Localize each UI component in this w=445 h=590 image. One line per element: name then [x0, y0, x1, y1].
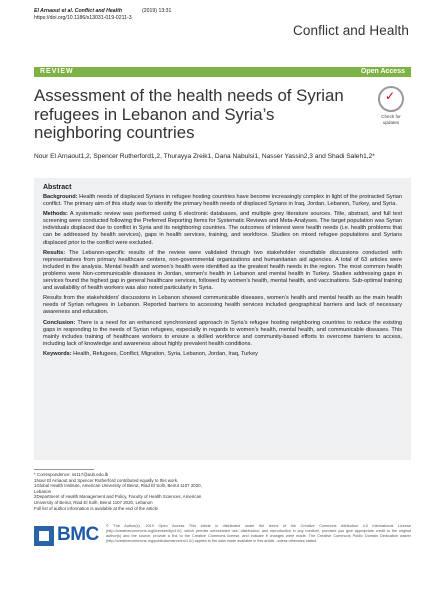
journal-name: Conflict and Health: [293, 23, 409, 38]
bmc-logo: [34, 523, 99, 549]
bmc-logo-text: BMC: [57, 524, 99, 545]
citation-header: [34, 8, 171, 22]
citation-journal: El Arnaout et al. Conflict and Health: [34, 8, 123, 14]
bmc-logo-icon: [34, 526, 54, 546]
abstract-results-2: Results from the stakeholders’ discussions in Lebanon showed communicable diseases, women’s health and mental health as the main health needs of Syrian refugees in Lebanon. Reported barriers to accessing health services included geographical barriers and lack of necessary awareness and education.: [43, 295, 402, 316]
footnote-divider: [34, 469, 94, 470]
open-access-label: Open Access: [360, 68, 405, 75]
footnotes: [34, 469, 206, 511]
abstract-box: [34, 178, 411, 460]
affiliation-1: 1Global Health Institute, American University of Beirut, Riad El Solh, Beirut 1107 2020, Lebanon: [34, 483, 202, 494]
citation-year: (2019) 13:31: [142, 8, 172, 14]
correspondence-note[interactable]: * Correspondence: ss117@aub.edu.lb: [34, 472, 109, 477]
section-band: [34, 67, 411, 77]
equal-contribution-note: 1Nour El Arnaout and Spencer Rutherford contributed equally to this work.: [34, 477, 179, 483]
license-text: © The Author(s). 2019 Open Access This article is distributed under the terms of the Creative Commons Attribution 4.0 International License (http://creativecommons.org/licenses/by/4.0/), which permits unrestricted use, distribution, and reproduction in any medium, provided you give appropriate credit to the original author(s) and the source, provide a link to the Creative Commons license, and indicate if changes were made. The Creative Commons Public Domain Dedication waiver (http://creativecommons.org/publicdomain/zero/1.0/) applies to the data made available in this article, unless otherwise stated.: [106, 524, 411, 543]
abstract-results: Results: The Lebanon-specific results of the review were validated through two stakeholder roundtable discussions conducted with representatives from primary healthcare centers, non-governmental organizations and humanitarian aid agencies. A total of 63 articles were included in the analysis. Mental health and women’s health were identified as the greatest health needs in the region. The most common health problems were Non-communicable diseases in Jordan, women’s health in Lebanon and mental health in Turkey. Studies addressing gaps in services found the highest gap in general healthcare services, followed by women’s health, mental health, and vaccinations. Sub-optimal training and availability of health workers was also noted particularly in Syria.: [43, 249, 403, 292]
abstract-keywords: Keywords: Health, Refugees, Conflict, Migration, Syria, Lebanon, Jordan, Iraq, Turkey: [43, 350, 258, 357]
abstract-conclusion: Conclusion: There is a need for an enhanced synchronized approach in Syria’s refugee hosting neighboring countries to reduce the existing gaps in responding to the needs of Syrian refugees, especially in regards to women’s health, mental health, and communicable diseases. This mainly includes training of healthcare workers to ensure a skilled workforce and community-based efforts to overcome barriers to access, including lack of knowledge and awareness about highly prevalent health conditions.: [43, 319, 403, 347]
author-list: Nour El Arnaout1,2, Spencer Rutherford1,2, Thurayya Zreik1, Dana Nabulsi1, Nasser Yassin2,3 and Shadi Saleh1,2*: [34, 153, 375, 160]
doi-link[interactable]: https://doi.org/10.1186/s13031-019-0211-3: [34, 15, 132, 21]
section-label: REVIEW: [40, 68, 74, 75]
affiliation-2: 2Department of Health Management and Policy, Faculty of Health Sciences, American University of Beirut, Riad El Solh, Beirut 1107 2020, Lebanon: [34, 494, 202, 505]
abstract-heading: Abstract: [43, 184, 72, 191]
abstract-methods: Methods: A systematic review was performed using 6 electronic databases, and multiple grey literature sources. Title, abstract, and full text screening were conducted following the Preferred Reporting Items for Systematic Reviews and Meta-Analyses. The target population was Syrian individuals displaced due to conflict in Syria and its neighboring countries. The outcomes of interest were health needs (i.e. health problems that can be addressed by health services), gaps in health services, training, and workforce. Studies on mixed refugee populations and Syrians displaced prior to the conflict were excluded.: [43, 211, 402, 246]
check-for-updates-button[interactable]: [373, 86, 409, 125]
author-info-note: Full list of author information is available at the end of the article: [34, 505, 158, 511]
abstract-background: Background: Health needs of displaced Syrians in refugee hosting countries have become increasingly complex in light of the protracted Syrian conflict. The primary aim of this study was to identify the primary health needs of displaced Syrians in Iraq, Jordan, Lebanon, Turkey, and Syria.: [43, 194, 403, 208]
check-for-updates-icon: ✓: [378, 86, 404, 112]
check-for-updates-label: Check for updates: [381, 114, 401, 125]
article-title: Assessment of the health needs of Syrian refugees in Lebanon and Syria’s neighboring countries: [34, 86, 344, 142]
